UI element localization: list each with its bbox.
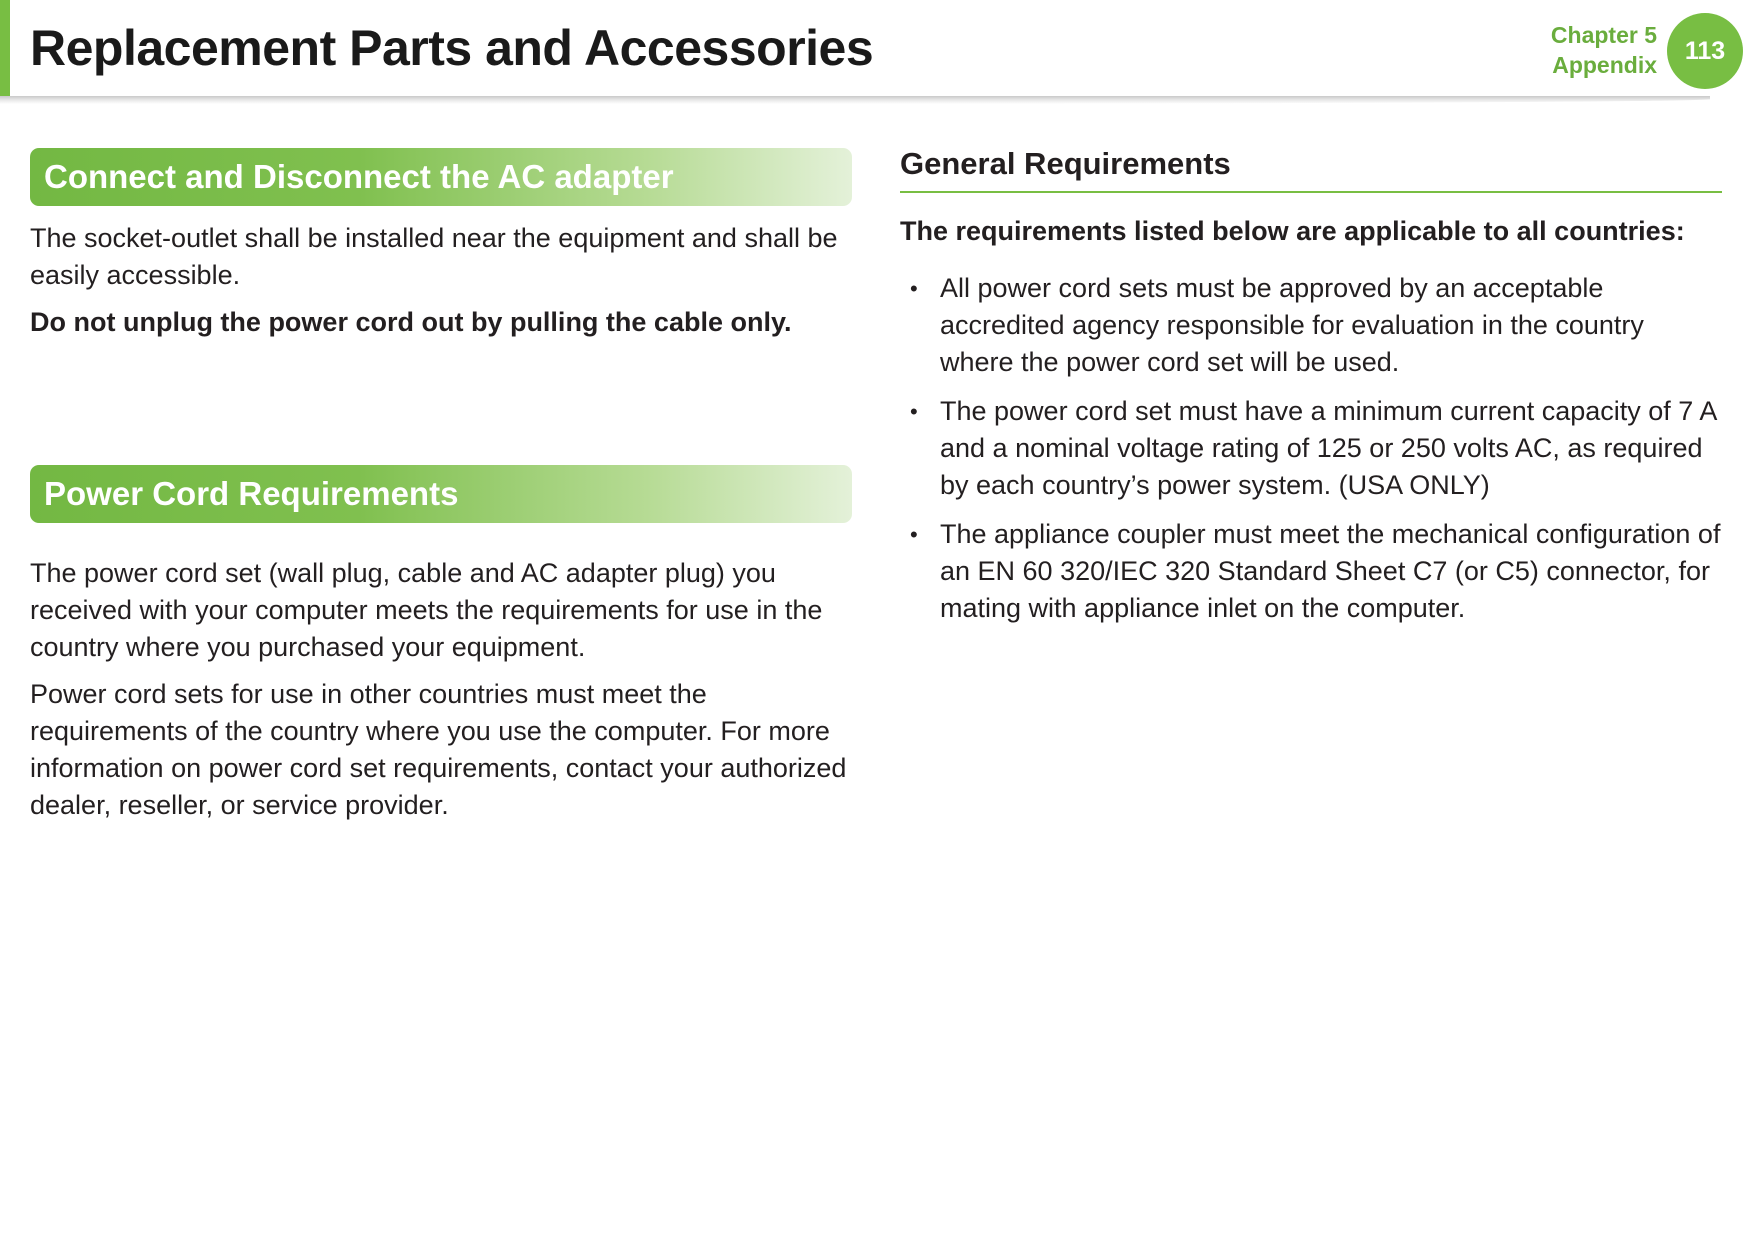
page-number-badge: 113 <box>1667 13 1743 89</box>
list-item <box>900 270 1722 381</box>
list-item <box>900 393 1722 504</box>
list-item-text: All power cord sets must be approved by an acceptable accredited agency responsible for evaluation in the country where the power cord set will be used. <box>940 273 1644 377</box>
bullet-icon: • <box>910 522 918 547</box>
header-accent-stripe <box>0 0 10 98</box>
chapter-section: Appendix <box>1552 52 1657 78</box>
right-column <box>900 145 1722 639</box>
list-item-text: The power cord set must have a minimum current capacity of 7 A and a nominal voltage rating of 125 or 250 volts AC, as required by each country’s power system. (USA ONLY) <box>940 396 1716 500</box>
unplug-warning: Do not unplug the power cord out by pulling the cable only. <box>30 307 792 337</box>
requirements-intro: The requirements listed below are applicable to all countries: <box>900 216 1685 246</box>
section-heading-ac-adapter: Connect and Disconnect the AC adapter <box>30 148 852 206</box>
power-cord-paragraph-2: Power cord sets for use in other countries must meet the requirements of the country where you use the computer. For more information on power cord set requirements, contact your authorized dealer, reseller, or service provider. <box>30 679 847 820</box>
list-item-text: The appliance coupler must meet the mechanical configuration of an EN 60 320/IEC 320 Standard Sheet C7 (or C5) connector, for mating with appliance inlet on the computer. <box>940 519 1721 623</box>
header-divider <box>0 96 1710 104</box>
bullet-icon: • <box>910 399 918 424</box>
chapter-label <box>1551 20 1657 80</box>
list-item <box>900 516 1722 627</box>
chapter-number: Chapter 5 <box>1550 22 1657 48</box>
page-title: Replacement Parts and Accessories <box>30 20 874 76</box>
bullet-icon: • <box>910 276 918 301</box>
power-cord-paragraph-1: The power cord set (wall plug, cable and AC adapter plug) you received with your computer meets the requirements for use in the country where you purchased your equipment. <box>30 558 823 662</box>
general-requirements-heading: General Requirements <box>900 145 1722 193</box>
ac-adapter-paragraph: The socket-outlet shall be installed near the equipment and shall be easily accessible. <box>30 223 838 290</box>
section-heading-power-cord: Power Cord Requirements <box>30 465 852 523</box>
requirements-list <box>900 270 1722 627</box>
left-column <box>30 148 852 824</box>
